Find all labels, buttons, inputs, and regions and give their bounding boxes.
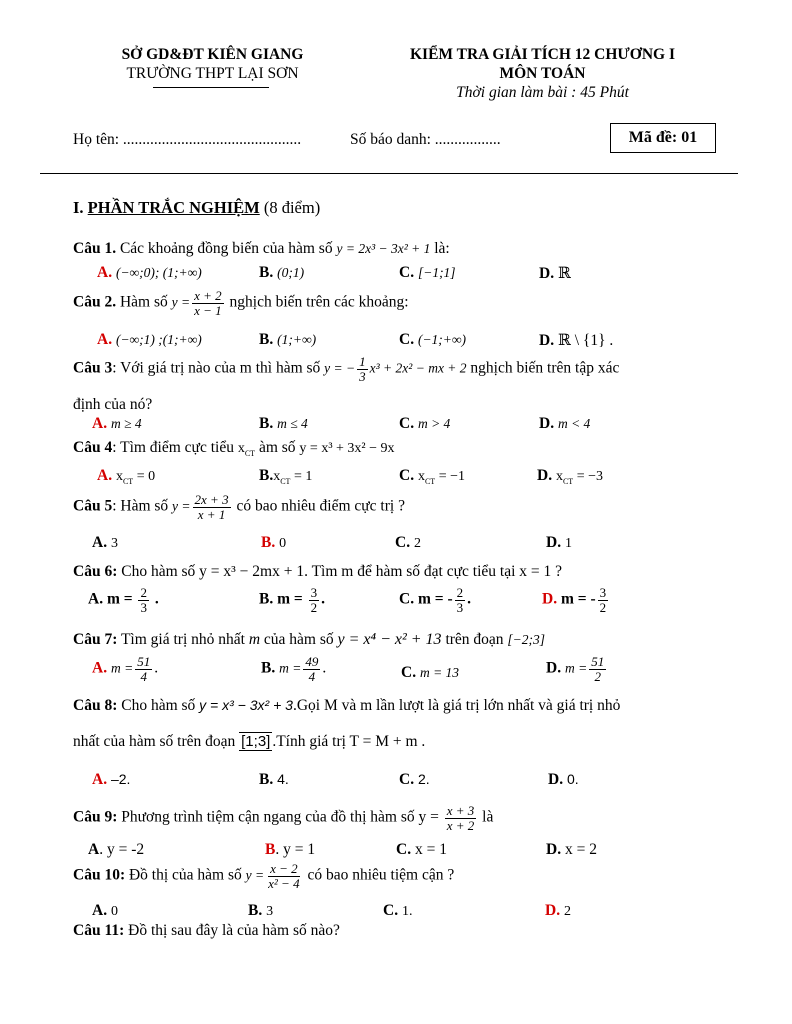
q6-option-b[interactable]: B. m = $\frac{3}{2}$ . xyxy=(259,585,325,615)
q9-fraction: $\frac{x + 3}{x + 2}$ xyxy=(446,803,475,833)
school-name-underline xyxy=(153,87,269,88)
school-name: TRƯỜNG THPT LẠI SƠN xyxy=(126,65,299,82)
q7-option-c[interactable]: C. m = 13 xyxy=(401,664,460,681)
q2-fraction: $\frac{x + 2}{x - 1}$ xyxy=(194,288,222,318)
subject-title: MÔN TOÁN xyxy=(499,65,586,82)
q5-option-b[interactable]: B. 0 xyxy=(261,534,287,551)
section-heading: I. PHẦN TRẮC NGHIỆM (8 điểm) xyxy=(73,198,321,217)
question-5: Câu 5: Hàm số y = $\frac{2x + 3}{x + 1}$ có bao nhiêu điểm cực trị ? xyxy=(73,492,405,522)
q2-option-c[interactable]: C. (−1;+∞) xyxy=(399,331,467,348)
q3-option-b[interactable]: B. m ≤ 4 xyxy=(259,415,308,432)
q8-option-c[interactable]: C. 2. xyxy=(399,771,430,788)
q1-option-a[interactable]: A. (−∞;0); (1;+∞) xyxy=(97,264,202,281)
question-2: Câu 2. Hàm số y = $\frac{x + 2}{x - 1}$ nghịch biến trên các khoảng: xyxy=(73,288,409,318)
header-divider xyxy=(40,173,738,174)
question-10: Câu 10: Đồ thị của hàm số y = $\frac{x - 2}{\text{x² − 4}}$ có bao nhiêu tiệm cận ? xyxy=(73,861,455,891)
candidate-number-field: Số báo danh: ................. xyxy=(350,131,501,148)
q2-option-a[interactable]: A. (−∞;1) ;(1;+∞) xyxy=(97,331,202,348)
section-points: (8 điểm) xyxy=(259,198,321,217)
q10-option-a[interactable]: A. 0 xyxy=(92,902,118,919)
q1-option-b[interactable]: B. (0;1) xyxy=(259,264,305,281)
section-title: PHẦN TRẮC NGHIỆM xyxy=(87,198,260,217)
school-department: SỞ GD&ĐT KIÊN GIANG xyxy=(121,46,304,63)
question-9: Câu 9: Phương trình tiệm cận ngang của đồ thị hàm số y = $\frac{x + 3}{x + 2}$ là xyxy=(73,803,494,833)
student-name-field: Họ tên: .............................................. xyxy=(73,131,302,148)
q7-option-b[interactable]: B. m = $\frac{49}{4}$ . xyxy=(261,654,327,684)
q4-option-b[interactable]: $B.x_{CT} = 1$ xyxy=(259,467,313,486)
q7-option-a[interactable]: A. m = $\frac{51}{4}$ . xyxy=(92,654,159,684)
question-3: Câu 3: Với giá trị nào của m thì hàm số y = − $\frac{1}{3}$ x³ + 2x² − mx + 2 nghịch biến trên tập xác xyxy=(73,354,620,384)
q8-option-a[interactable]: A. –2. xyxy=(92,771,131,788)
exam-code-box: Mã đề: 01 xyxy=(610,123,716,153)
q10-fraction: $\frac{x - 2}{\text{x² − 4}}$ xyxy=(268,861,300,891)
exam-duration: Thời gian làm bài : 45 Phút xyxy=(456,84,629,101)
q4-option-a[interactable]: A. $x_{CT} = 0$ xyxy=(97,467,156,486)
q2-option-b[interactable]: B. (1;+∞) xyxy=(259,331,317,348)
q10-option-b[interactable]: B. 3 xyxy=(248,902,274,919)
q8-option-d[interactable]: D. 0. xyxy=(548,771,579,788)
question-1: Câu 1. Các khoảng đồng biến của hàm số y = 2x³ − 3x² + 1 là: xyxy=(73,240,450,257)
q6-option-c[interactable]: C. m = - $\frac{2}{3}$ . xyxy=(399,585,471,615)
q5-fraction: $\frac{2x + 3}{x + 1}$ xyxy=(194,492,229,522)
question-8-line2: nhất của hàm số trên đoạn [1;3] .Tính giá trị T = M + m . xyxy=(73,733,426,750)
q2-option-d[interactable]: D. ℝ \ {1} . xyxy=(539,332,614,349)
q10-option-d[interactable]: D. 2 xyxy=(545,902,571,919)
question-4: Câu 4: Tìm điểm cực tiểu $x_{CT}$ àm số y = x³ + 3x² − 9x xyxy=(73,439,395,459)
q3-option-d[interactable]: D. m < 4 xyxy=(539,415,591,432)
q9-option-c[interactable]: C. x = 1 xyxy=(396,841,447,858)
q8-option-b[interactable]: B. 4. xyxy=(259,771,289,788)
question-3-line2: định của nó? xyxy=(73,396,153,413)
q3-option-a[interactable]: A. m ≥ 4 xyxy=(92,415,142,432)
q7-option-d[interactable]: D. m = $\frac{51}{2}$ xyxy=(546,654,605,684)
q10-option-c[interactable]: C. 1. xyxy=(383,902,413,919)
q4-option-c[interactable]: C. $x_{CT} = -1$ xyxy=(399,467,465,486)
q1-option-d[interactable]: D. ℝ xyxy=(539,265,571,282)
q4-option-d[interactable]: D. $x_{CT} = -3$ xyxy=(537,467,603,486)
question-11: Câu 11: Đồ thị sau đây là của hàm số nào? xyxy=(73,922,340,939)
question-8: Câu 8: Cho hàm số y = x³ − 3x² + 3.Gọi M và m lần lượt là giá trị lớn nhất và giá trị nhỏ xyxy=(73,697,621,714)
q6-option-a[interactable]: A. m = $\frac{2}{3}$ . xyxy=(88,585,159,615)
q5-option-c[interactable]: C. 2 xyxy=(395,534,421,551)
question-7: Câu 7: Tìm giá trị nhỏ nhất m của hàm số y = x⁴ − x² + 13 trên đoạn [−2;3] xyxy=(73,631,546,648)
q9-option-b[interactable]: B. y = 1 xyxy=(265,841,316,858)
q5-option-a[interactable]: A. 3 xyxy=(92,534,118,551)
exam-title: KIỂM TRA GIẢI TÍCH 12 CHƯƠNG I xyxy=(410,46,675,63)
q6-option-d[interactable]: D. m = - $\frac{3}{2}$ xyxy=(542,585,607,615)
q5-option-d[interactable]: D. 1 xyxy=(546,534,572,551)
question-6: Câu 6: Cho hàm số y = x³ − 2mx + 1. Tìm m để hàm số đạt cực tiểu tại x = 1 ? xyxy=(73,563,563,580)
q3-option-c[interactable]: C. m > 4 xyxy=(399,415,451,432)
q9-option-a[interactable]: A. y = -2 xyxy=(88,841,145,858)
q1-function: y = 2x³ − 3x² + 1 xyxy=(336,241,431,256)
q1-option-c[interactable]: C. [−1;1] xyxy=(399,264,456,281)
q9-option-d[interactable]: D. x = 2 xyxy=(546,841,597,858)
